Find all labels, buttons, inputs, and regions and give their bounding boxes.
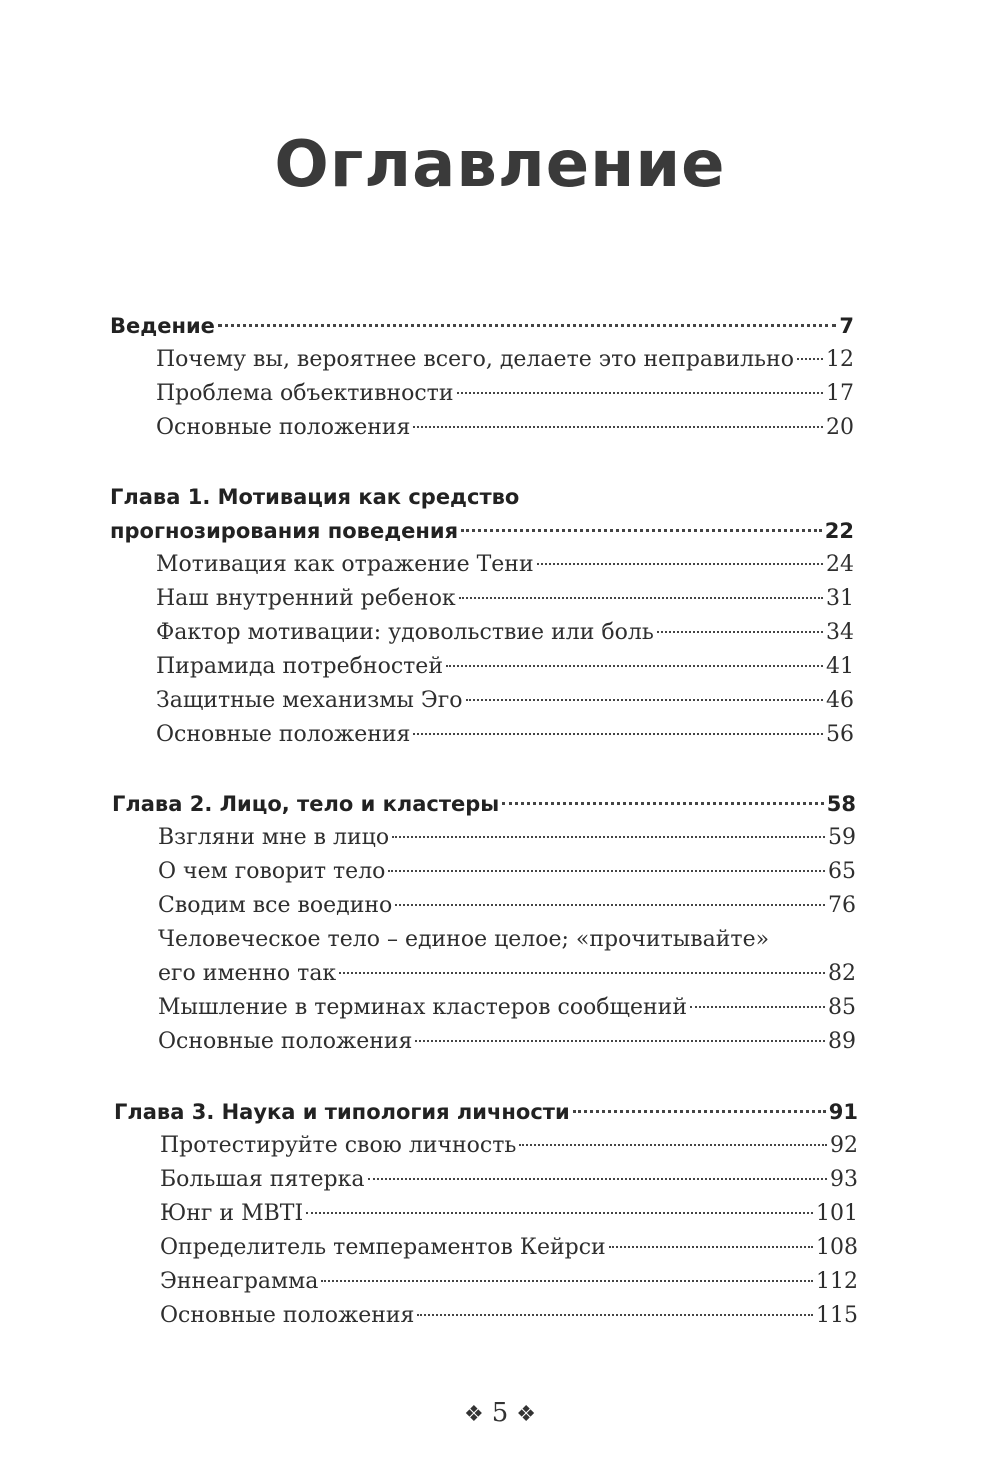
page-footer (0, 1398, 1000, 1428)
dot-leader (797, 358, 823, 360)
toc-entry-label: Эннеаграмма (160, 1269, 319, 1294)
toc-entry-section[interactable] (156, 684, 854, 718)
dot-leader (368, 1178, 828, 1180)
page-title: Оглавление (274, 128, 726, 202)
toc-entry-section[interactable] (160, 1299, 858, 1333)
toc-page-number: 34 (826, 620, 854, 645)
toc-entry-chapter-3[interactable] (114, 1095, 858, 1129)
toc-page-number: 58 (826, 792, 856, 816)
toc-entry-label: Почему вы, вероятнее всего, делаете это неправильно (156, 347, 794, 372)
toc-chapter-1-title-line[interactable]: Глава 1. Мотивация как средство (110, 485, 520, 509)
toc-entry-label: Основные положения (158, 1029, 413, 1054)
toc-entry-section[interactable] (156, 548, 854, 582)
dot-leader (392, 836, 825, 838)
toc-entry-section[interactable] (160, 1197, 858, 1231)
toc-entry-section[interactable] (156, 582, 854, 616)
toc-entry-label: Фактор мотивации: удовольствие или боль (156, 620, 654, 645)
toc-page-number: 59 (828, 825, 856, 850)
toc-entry-label: Пирамида потребностей (156, 654, 443, 679)
toc-entry-label: Протестируйте свою личность (160, 1133, 517, 1158)
toc-entry-label: Глава 2. Лицо, тело и кластеры (112, 792, 500, 816)
dot-leader (413, 733, 823, 735)
toc-entry-chapter-2[interactable] (112, 787, 856, 821)
toc-page-number: 31 (826, 586, 854, 611)
toc-entry-label: Защитные механизмы Эго (156, 688, 463, 713)
toc-entry-section[interactable] (158, 957, 856, 991)
dot-leader (537, 563, 823, 565)
toc-entry-section[interactable] (158, 889, 856, 923)
toc-page-number: 93 (830, 1167, 858, 1192)
toc-entry-label: Наш внутренний ребенок (156, 586, 456, 611)
dot-leader (415, 1040, 825, 1042)
toc-entry-section[interactable] (156, 411, 854, 445)
toc-page-number: 41 (826, 654, 854, 679)
ornament-icon: ❖ (516, 1402, 536, 1427)
dot-leader (457, 392, 823, 394)
toc-page-number: 89 (828, 1029, 856, 1054)
toc-page-number: 56 (826, 722, 854, 747)
toc-entry-label: О чем говорит тело (158, 859, 386, 884)
toc-page-number: 91 (828, 1100, 858, 1124)
toc-page-number: 24 (826, 552, 854, 577)
toc-entry-label: Мотивация как отражение Тени (156, 552, 534, 577)
toc-entry-chapter-1[interactable] (110, 514, 854, 548)
dot-leader (466, 699, 824, 701)
toc-entry-section[interactable] (160, 1231, 858, 1265)
dot-leader (609, 1246, 813, 1248)
toc-page-number: 46 (826, 688, 854, 713)
toc-entry-section[interactable] (156, 718, 854, 752)
toc-entry-label: Большая пятерка (160, 1167, 365, 1192)
toc-entry-section[interactable] (156, 650, 854, 684)
page-number: 5 (491, 1398, 509, 1428)
toc-entry-section[interactable] (160, 1265, 858, 1299)
dot-leader (339, 972, 825, 974)
toc-page-number: 22 (824, 519, 854, 543)
toc-entry-label: Основные положения (160, 1303, 415, 1328)
toc-page-number: 20 (826, 415, 854, 440)
toc-page-number: 65 (828, 859, 856, 884)
dot-leader (388, 870, 825, 872)
toc-entry-section[interactable] (160, 1163, 858, 1197)
toc-entry-section[interactable] (156, 616, 854, 650)
dot-leader (519, 1144, 827, 1146)
toc-entry-label: Глава 3. Наука и типология личности (114, 1100, 570, 1124)
dot-leader (417, 1314, 813, 1316)
toc-entry-label: Мышление в терминах кластеров сообщений (158, 995, 688, 1020)
dot-leader (502, 802, 823, 805)
dot-leader (218, 324, 836, 327)
toc-entry-section[interactable] (158, 1025, 856, 1059)
toc-entry-label: Юнг и MBTI (160, 1201, 304, 1226)
toc-section-title-line[interactable]: Человеческое тело – единое целое; «прочитывайте» (158, 927, 770, 952)
dot-leader (657, 631, 823, 633)
toc-entry-section[interactable] (158, 991, 856, 1025)
toc-entry-label: Основные положения (156, 415, 411, 440)
dot-leader (461, 529, 822, 532)
toc-entry-label: Основные положения (156, 722, 411, 747)
toc-page-number: 82 (828, 961, 856, 986)
toc-entry-label: прогнозирования поведения (110, 519, 459, 543)
toc-entry-section[interactable] (156, 377, 854, 411)
dot-leader (306, 1212, 813, 1214)
toc-page-number: 92 (830, 1133, 858, 1158)
toc-page-number: 12 (826, 347, 854, 372)
toc-entry-section[interactable] (158, 821, 856, 855)
toc-page-number: 85 (828, 995, 856, 1020)
toc-entry-label: Определитель темпераментов Кейрси (160, 1235, 606, 1260)
toc-entry-intro[interactable] (110, 309, 854, 343)
toc-page-number: 7 (839, 314, 854, 338)
toc-page-number: 76 (828, 893, 856, 918)
toc-entry-label: Взгляни мне в лицо (158, 825, 390, 850)
dot-leader (446, 665, 823, 667)
dot-leader (459, 597, 823, 599)
toc-entry-label: Ведение (110, 314, 215, 338)
toc-entry-label: Проблема объективности (156, 381, 454, 406)
toc-page-number: 112 (816, 1269, 858, 1294)
dot-leader (395, 904, 825, 906)
dot-leader (573, 1110, 826, 1113)
toc-page-number: 17 (826, 381, 854, 406)
toc-page-number: 115 (816, 1303, 858, 1328)
dot-leader (690, 1006, 825, 1008)
toc-page-number: 108 (816, 1235, 858, 1260)
toc-entry-label: Сводим все воедино (158, 893, 393, 918)
dot-leader (321, 1280, 813, 1282)
dot-leader (413, 426, 823, 428)
toc-entry-section[interactable] (156, 343, 854, 377)
toc-page-number: 101 (816, 1201, 858, 1226)
toc-entry-label: его именно так (158, 961, 337, 986)
toc-entry-section[interactable] (160, 1129, 858, 1163)
ornament-icon: ❖ (463, 1402, 484, 1427)
toc-entry-section[interactable] (158, 855, 856, 889)
